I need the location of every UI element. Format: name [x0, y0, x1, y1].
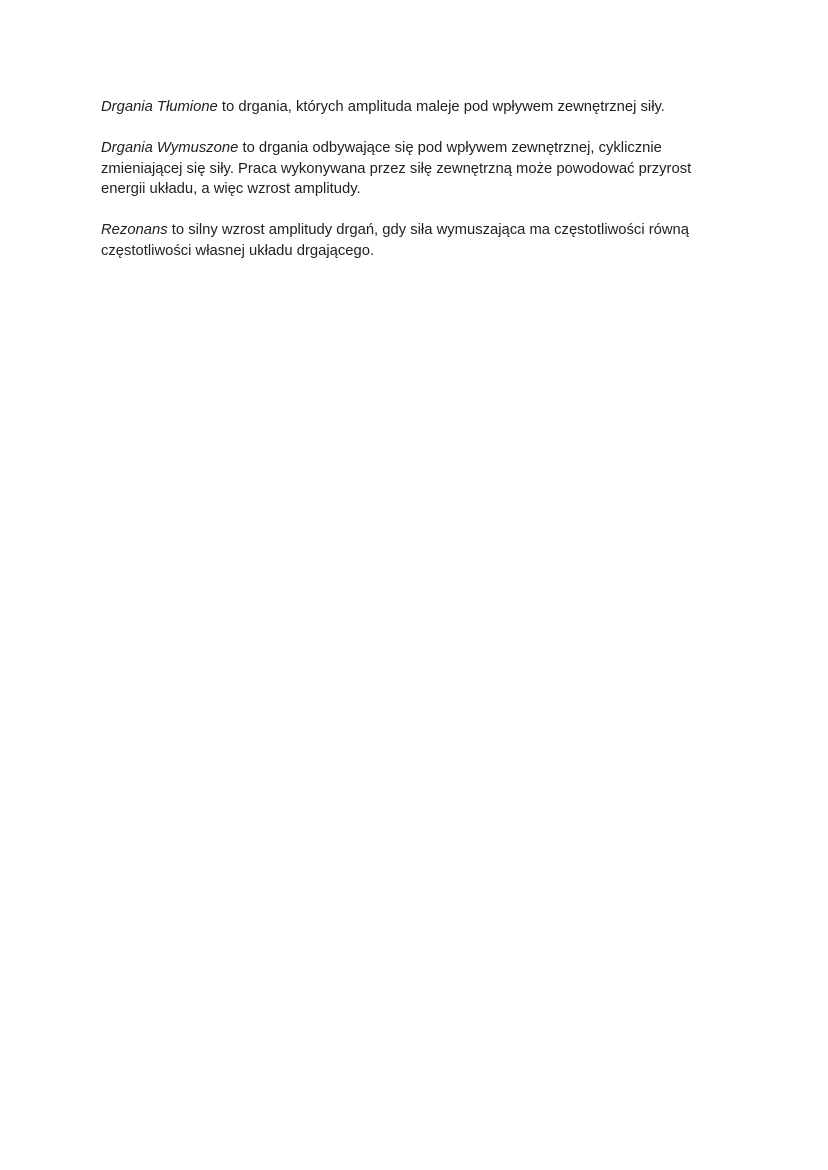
term-drgania-tlumione: Drgania Tłumione	[101, 99, 218, 115]
paragraph-drgania-wymuszone	[101, 138, 713, 200]
definition-rezonans: to silny wzrost amplitudy drgań, gdy siła wymuszająca ma częstotliwości równą częstotliwości własnej układu drgającego.	[101, 222, 690, 259]
paragraph-drgania-tlumione	[101, 97, 713, 118]
term-rezonans: Rezonans	[101, 222, 168, 238]
definition-drgania-tlumione: to drgania, których amplituda maleje pod wpływem zewnętrznej siły.	[217, 99, 665, 115]
document-body	[101, 97, 713, 282]
term-drgania-wymuszone: Drgania Wymuszone	[101, 140, 239, 156]
paragraph-rezonans	[101, 220, 713, 261]
definition-drgania-wymuszone: to drgania odbywające się pod wpływem zewnętrznej, cyklicznie zmieniającej się siły. Praca wykonywana przez siłę zewnętrzną może powodować przyrost energii układu, a więc wzrost amplitudy.	[101, 140, 692, 197]
